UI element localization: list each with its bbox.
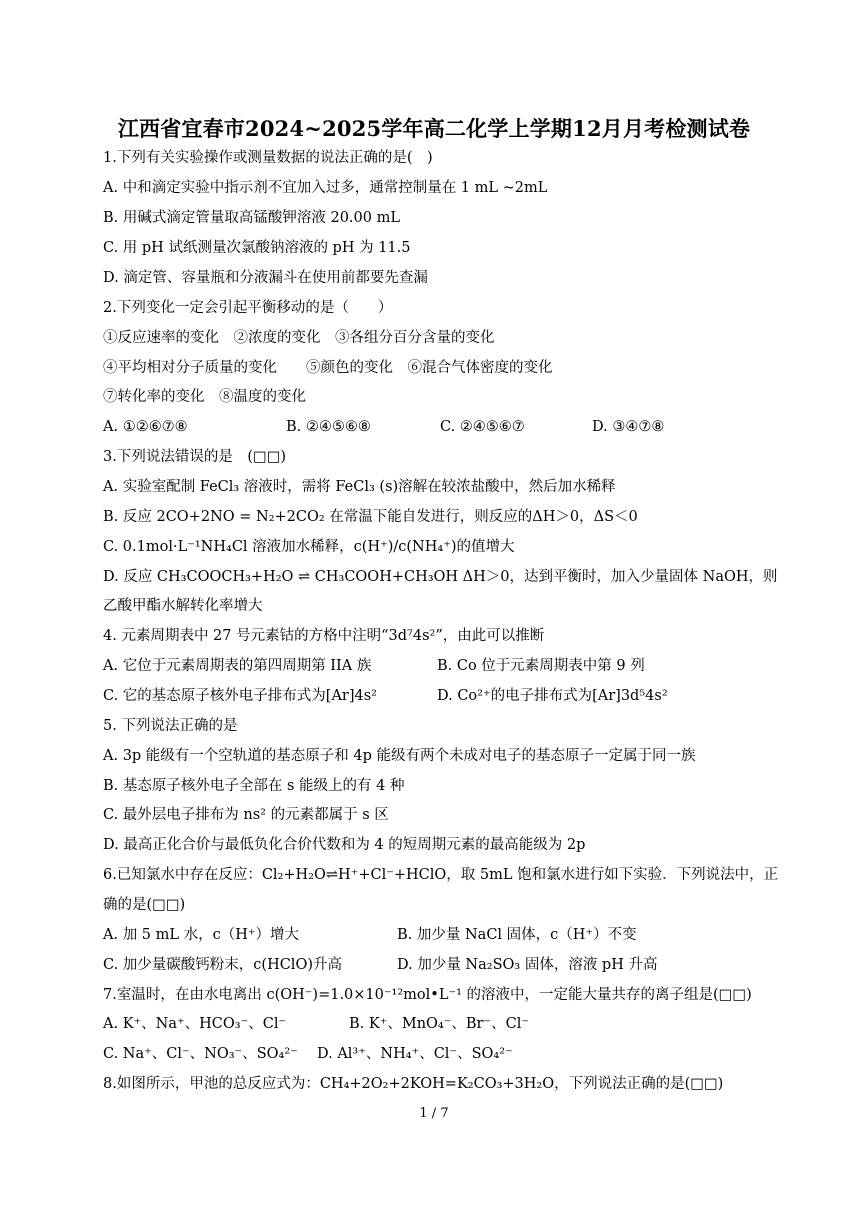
question-3-option-b: B. 反应 2CO+2NO = N₂+2CO₂ 在常温下能自发进行，则反应的ΔH＞0，ΔS＜0 bbox=[103, 509, 638, 525]
question-4-stem: 4. 元素周期表中 27 号元素钴的方格中注明“3d⁷4s²”，由此可以推断 bbox=[103, 628, 545, 644]
question-2-items-row-2: ④平均相对分子质量的变化 ⑤颜色的变化 ⑥混合气体密度的变化 bbox=[103, 360, 553, 376]
question-1-option-c: C. 用 pH 试纸测量次氯酸钠溶液的 pH 为 11.5 bbox=[103, 240, 411, 256]
question-4-option-d: D. Co²⁺的电子排布式为[Ar]3d⁵4s² bbox=[437, 688, 668, 704]
question-7-option-c: C. Na⁺、Cl⁻、NO₃⁻、SO₄²⁻ bbox=[103, 1046, 298, 1062]
question-6-stem-continued: 确的是(□□) bbox=[103, 897, 186, 913]
question-5-option-c: C. 最外层电子排布为 ns² 的元素都属于 s 区 bbox=[103, 807, 389, 823]
question-1-stem: 1.下列有关实验操作或测量数据的说法正确的是( ) bbox=[103, 150, 433, 166]
question-5-option-b: B. 基态原子核外电子全部在 s 能级上的有 4 种 bbox=[103, 778, 405, 794]
question-5-option-d: D. 最高正化合价与最低负化合价代数和为 4 的短周期元素的最高能级为 2p bbox=[103, 837, 586, 853]
question-3-option-d-continued: 乙酸甲酯水解转化率增大 bbox=[103, 598, 263, 614]
exam-title: 江西省宜春市2024~2025学年高二化学上学期12月月考检测试卷 bbox=[117, 116, 751, 141]
question-6-option-b: B. 加少量 NaCl 固体，c（H⁺）不变 bbox=[397, 927, 637, 943]
question-7-option-b: B. K⁺、MnO₄⁻、Br⁻、Cl⁻ bbox=[349, 1016, 530, 1032]
question-2-stem: 2.下列变化一定会引起平衡移动的是（ ） bbox=[103, 300, 393, 316]
question-6-option-c: C. 加少量碳酸钙粉末，c(HClO)升高 bbox=[103, 957, 342, 973]
question-7-option-a: A. K⁺、Na⁺、HCO₃⁻、Cl⁻ bbox=[103, 1016, 287, 1032]
question-2-option-a: A. ①②⑥⑦⑧ bbox=[103, 419, 188, 435]
question-3-option-d: D. 反应 CH₃COOCH₃+H₂O ⇌ CH₃COOH+CH₃OH ΔH＞0，达到平衡时，加入少量固体 NaOH，则 bbox=[103, 569, 778, 585]
question-3-option-c: C. 0.1mol·L⁻¹NH₄Cl 溶液加水稀释，c(H⁺)/c(NH₄⁺)的值增大 bbox=[103, 539, 515, 555]
question-2-option-d: D. ③④⑦⑧ bbox=[592, 419, 665, 435]
page-number: 1 / 7 bbox=[419, 1106, 449, 1121]
question-3-option-a: A. 实验室配制 FeCl₃ 溶液时，需将 FeCl₃ (s)溶解在较浓盐酸中，然后加水稀释 bbox=[103, 479, 616, 495]
question-2-option-c: C. ②④⑤⑥⑦ bbox=[440, 419, 525, 435]
question-6-stem: 6.已知氯水中存在反应：Cl₂+H₂O⇌H⁺+Cl⁻+HClO，取 5mL 饱和氯水进行如下实验．下列说法中，正 bbox=[103, 867, 779, 883]
question-1-option-b: B. 用碱式滴定管量取高锰酸钾溶液 20.00 mL bbox=[103, 210, 400, 226]
question-5-stem: 5. 下列说法正确的是 bbox=[103, 718, 238, 734]
question-2-option-b: B. ②④⑤⑥⑧ bbox=[286, 419, 371, 435]
question-2-items-row-3: ⑦转化率的变化 ⑧温度的变化 bbox=[103, 389, 306, 405]
question-4-option-a: A. 它位于元素周期表的第四周期第 IIA 族 bbox=[103, 658, 372, 674]
question-2-items-row-1: ①反应速率的变化 ②浓度的变化 ③各组分百分含量的变化 bbox=[103, 330, 495, 346]
question-7-option-d: D. Al³⁺、NH₄⁺、Cl⁻、SO₄²⁻ bbox=[317, 1046, 513, 1062]
question-5-option-a: A. 3p 能级有一个空轨道的基态原子和 4p 能级有两个未成对电子的基态原子一定属于同一族 bbox=[103, 748, 696, 764]
question-8-stem: 8.如图所示，甲池的总反应式为：CH₄+2O₂+2KOH=K₂CO₃+3H₂O，下列说法正确的是(□□) bbox=[103, 1076, 724, 1092]
question-7-stem: 7.室温时，在由水电离出 c(OH⁻)=1.0×10⁻¹²mol•L⁻¹ 的溶液中，一定能大量共存的离子组是(□□) bbox=[103, 987, 752, 1003]
question-4-option-c: C. 它的基态原子核外电子排布式为[Ar]4s² bbox=[103, 688, 377, 704]
question-4-option-b: B. Co 位于元素周期表中第 9 列 bbox=[437, 658, 645, 674]
question-6-option-a: A. 加 5 mL 水，c（H⁺）增大 bbox=[103, 927, 300, 943]
question-3-stem: 3.下列说法错误的是 (□□) bbox=[103, 449, 287, 465]
question-1-option-d: D. 滴定管、容量瓶和分液漏斗在使用前都要先查漏 bbox=[103, 270, 428, 286]
question-1-option-a: A. 中和滴定实验中指示剂不宜加入过多，通常控制量在 1 mL ~2mL bbox=[103, 180, 548, 196]
question-6-option-d: D. 加少量 Na₂SO₃ 固体，溶液 pH 升高 bbox=[397, 957, 658, 973]
